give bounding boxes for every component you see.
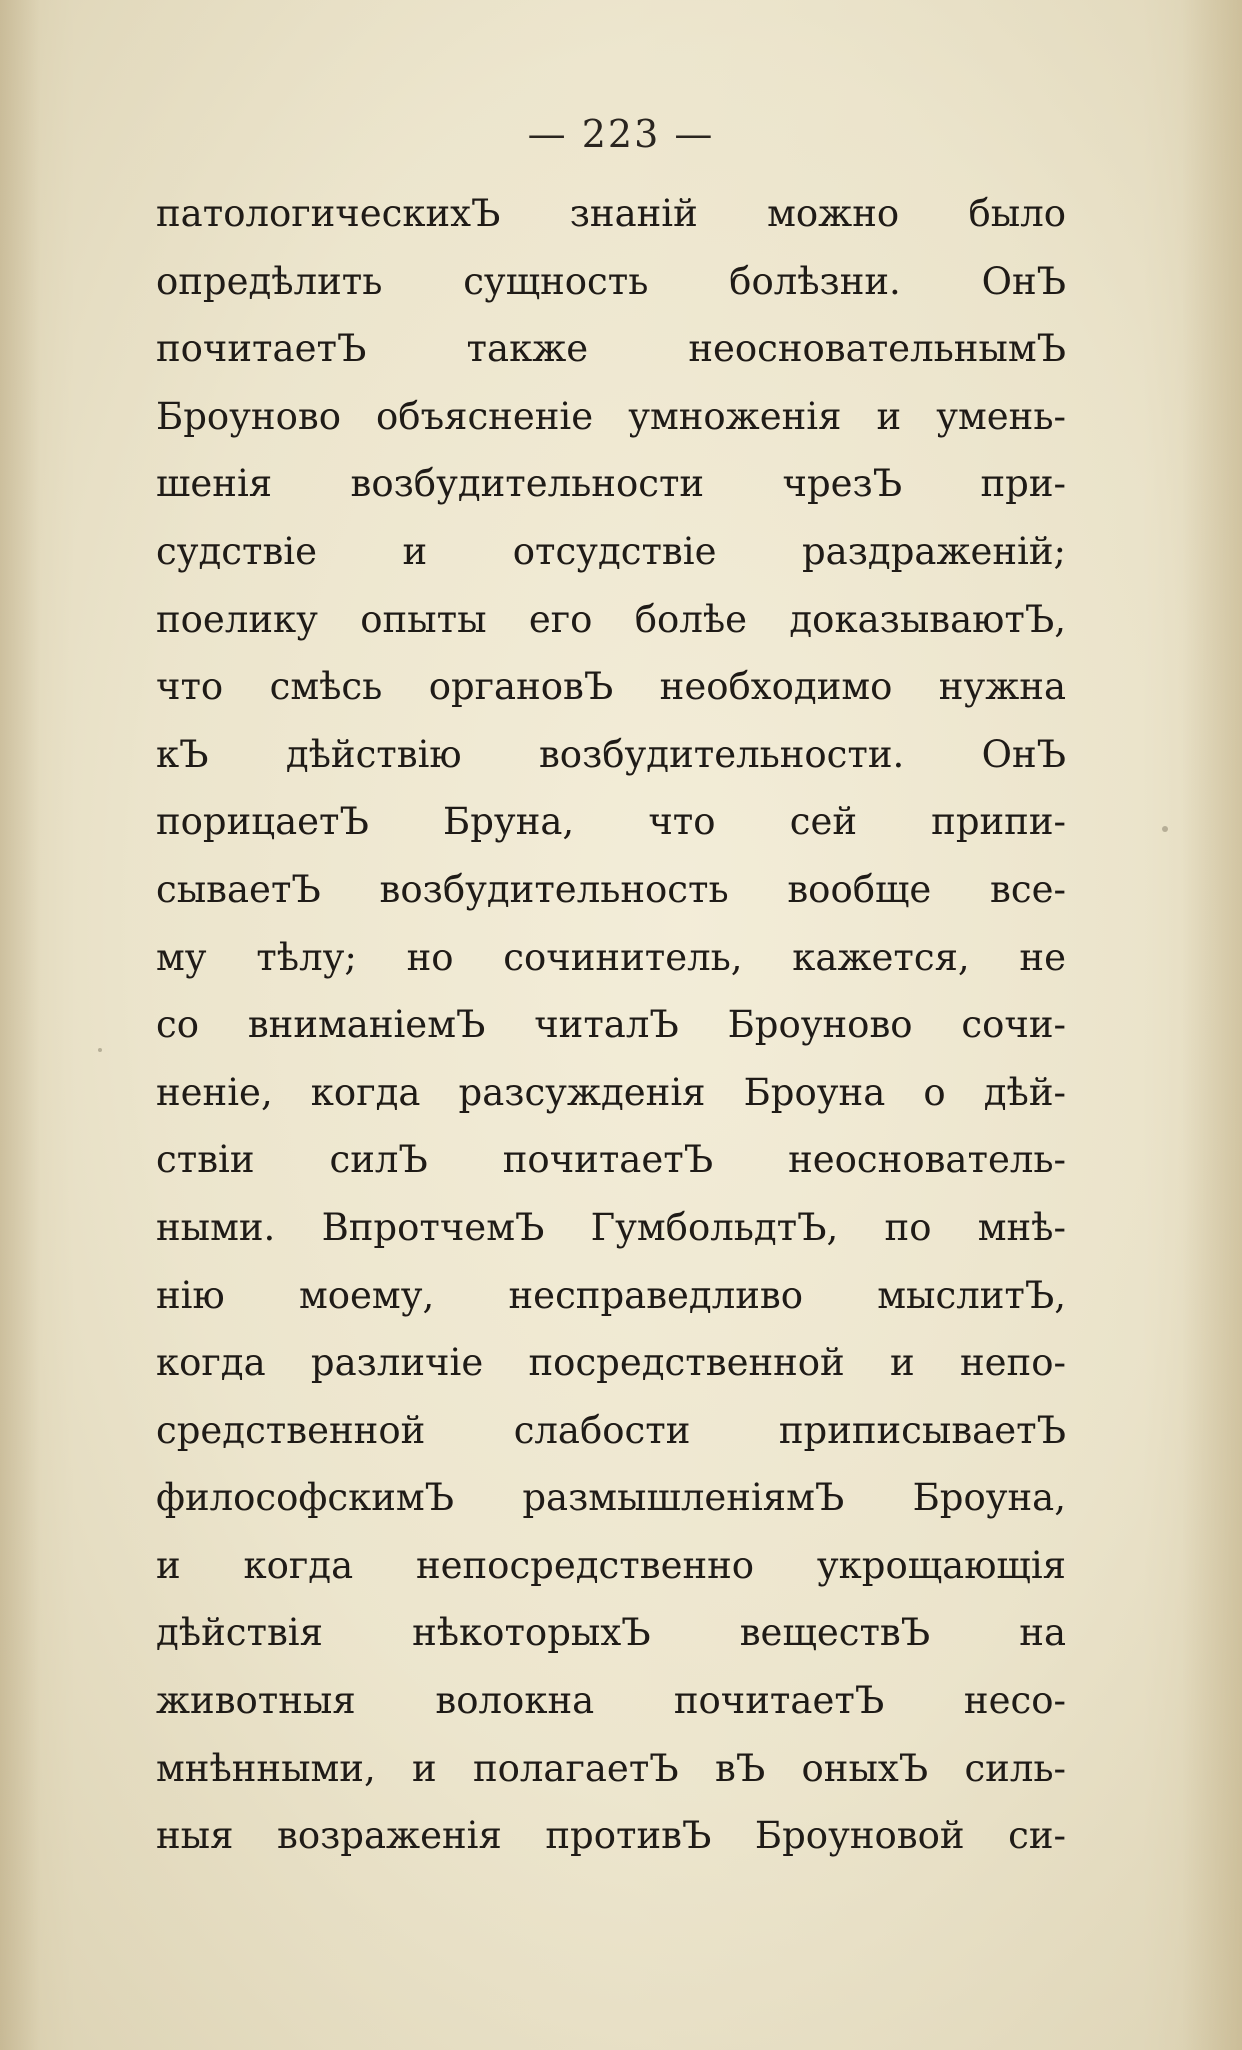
text-line: со вниманіемЪ читалЪ Броуново сочи- bbox=[156, 1003, 1066, 1047]
text-line: ными. ВпротчемЪ ГумбольдтЪ, по мнѣ- bbox=[156, 1205, 1066, 1249]
text-line: му тѣлу; но сочинитель, кажется, не bbox=[156, 935, 1066, 979]
paper-speck bbox=[98, 1048, 102, 1052]
page-number: — 223 — bbox=[527, 112, 715, 156]
text-line: животныя волокна почитаетЪ несо- bbox=[156, 1679, 1066, 1723]
text-line: шенія возбудительности чрезЪ при- bbox=[156, 462, 1066, 506]
paper-speck bbox=[1162, 826, 1168, 832]
text-line: опредѣлить сущность болѣзни. ОнЪ bbox=[156, 259, 1066, 303]
text-line: Броуново объясненіе умноженія и умень- bbox=[156, 394, 1066, 438]
text-line: кЪ дѣйствію возбудительности. ОнЪ bbox=[156, 732, 1066, 776]
text-line: судствіе и отсудствіе раздраженій; bbox=[156, 529, 1066, 573]
text-line: патологическихЪ знаній можно было bbox=[156, 192, 1066, 235]
text-line: дѣйствія нѣкоторыхЪ веществЪ на bbox=[156, 1611, 1066, 1655]
text-line: нію моему, несправедливо мыслитЪ, bbox=[156, 1273, 1066, 1317]
text-line: ствіи силЪ почитаетЪ неоснователь- bbox=[156, 1138, 1066, 1182]
text-line: неніе, когда разсужденія Броуна о дѣй- bbox=[156, 1070, 1066, 1114]
text-line: средственной слабости приписываетЪ bbox=[156, 1408, 1066, 1452]
text-line: сываетЪ возбудительность вообще все- bbox=[156, 867, 1066, 911]
text-line: почитаетЪ также неосновательнымЪ bbox=[156, 327, 1066, 371]
text-line: поелику опыты его болѣе доказываютЪ, bbox=[156, 597, 1066, 641]
text-line: философскимЪ размышленіямЪ Броуна, bbox=[156, 1476, 1066, 1520]
body-text bbox=[156, 180, 1066, 1870]
text-line: ныя возраженія противЪ Броуновой си- bbox=[156, 1814, 1066, 1858]
text-line: что смѣсь органовЪ необходимо нужна bbox=[156, 665, 1066, 709]
text-line: и когда непосредственно укрощающія bbox=[156, 1543, 1066, 1587]
text-line: мнѣнными, и полагаетЪ вЪ оныхЪ силь- bbox=[156, 1746, 1066, 1790]
text-line: порицаетЪ Бруна, что сей припи- bbox=[156, 800, 1066, 844]
text-line: когда различіе посредственной и непо- bbox=[156, 1341, 1066, 1385]
